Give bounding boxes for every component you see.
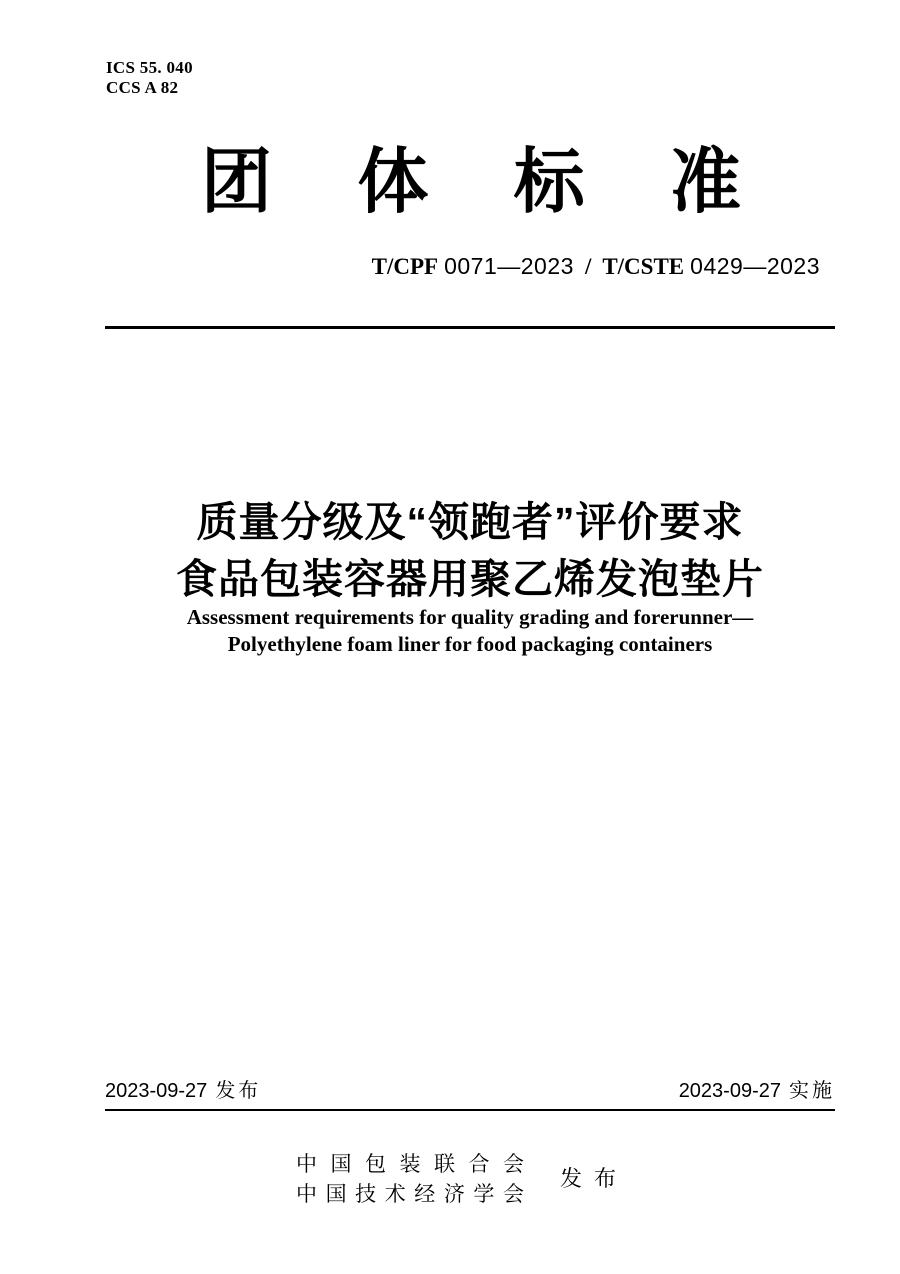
ccs-code: CCS A 82	[106, 78, 179, 97]
implement-date-group	[679, 1080, 835, 1102]
top-rule	[105, 326, 835, 329]
title-en	[85, 604, 855, 658]
implement-date: 2023-09-27	[678, 1080, 781, 1102]
implement-label: 实施	[789, 1080, 835, 1102]
standard-codes-separator: /	[584, 254, 592, 279]
issue-date: 2023-09-27	[105, 1080, 208, 1102]
title-zh-line2: 食品包装容器用聚乙烯发泡垫片	[176, 556, 764, 602]
standard-code-2-number: 0429—2023	[690, 253, 820, 279]
standard-codes-line	[105, 252, 820, 281]
issue-date-group	[105, 1080, 261, 1102]
publishers-block	[296, 1148, 524, 1208]
publisher-2: 中 国 技 术 经 济 学 会	[296, 1183, 524, 1206]
standard-code-1-org: T/CPF	[371, 254, 439, 279]
title-en-line2: Polyethylene foam liner for food packaging containers	[227, 632, 713, 656]
classification-codes	[106, 58, 193, 98]
ics-code: ICS 55. 040	[106, 58, 193, 77]
title-zh	[85, 494, 855, 608]
document-type-title: 团 体 标 准	[201, 143, 741, 222]
bottom-rule	[105, 1109, 835, 1111]
publisher-1: 中 国 包 装 联 合 会	[296, 1153, 524, 1176]
title-zh-line1: 质量分级及“领跑者”评价要求	[196, 499, 744, 545]
standard-code-1-number: 0071—2023	[444, 253, 574, 279]
standard-code-2-org: T/CSTE	[602, 254, 685, 279]
title-en-line1: Assessment requirements for quality grading and forerunner—	[186, 605, 754, 629]
issue-label: 发布	[215, 1080, 262, 1102]
publish-action-label: 发 布	[560, 1166, 616, 1191]
date-row	[105, 1080, 835, 1102]
